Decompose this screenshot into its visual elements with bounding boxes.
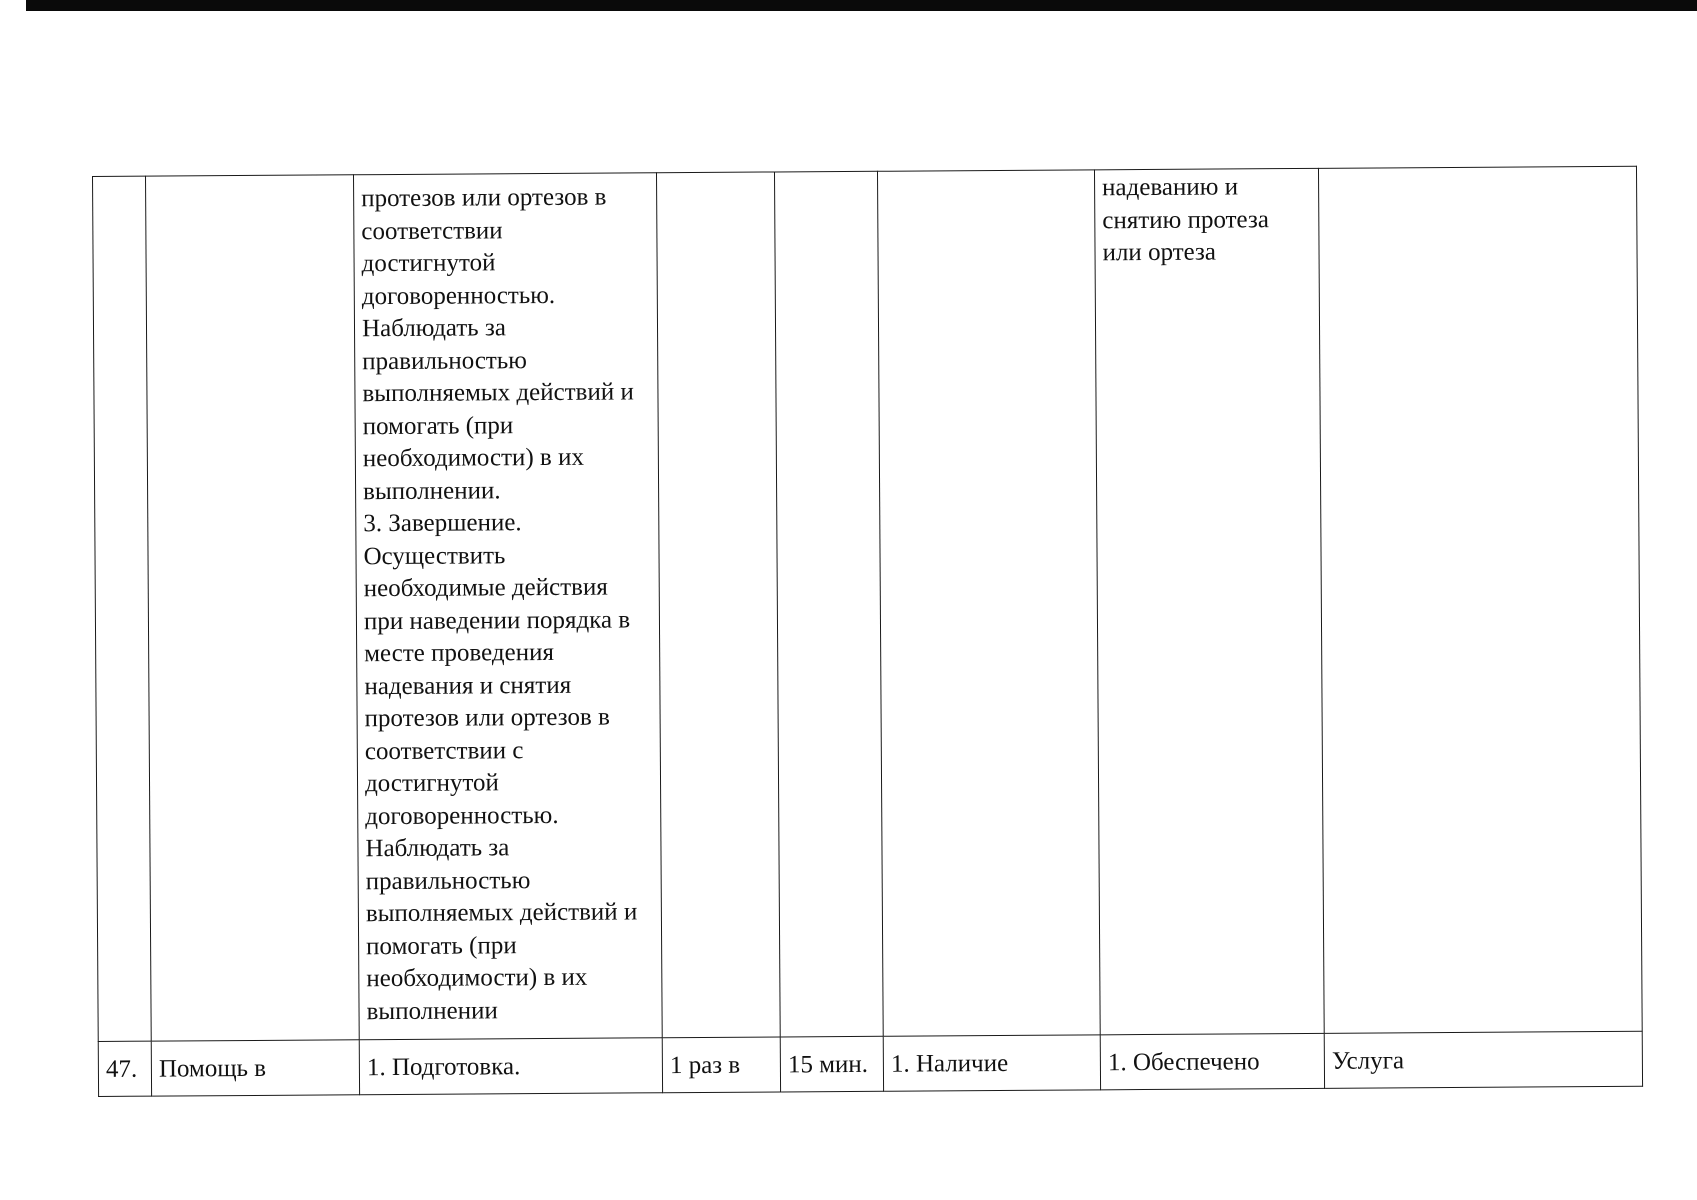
description-line: необходимые действия	[363, 573, 608, 603]
description-line: правильностью	[365, 866, 531, 895]
description-line: необходимости) в их	[366, 963, 588, 993]
result-line: надеванию и	[1102, 173, 1239, 202]
service-description: 1. Подготовка.	[359, 1038, 662, 1095]
description-line: протезов или ортезов в	[364, 703, 610, 733]
description-line: выполнении.	[363, 476, 501, 505]
service-duration: 15 мин.	[780, 1036, 883, 1092]
description-line: месте проведения	[364, 638, 555, 668]
description-line: выполняемых действий и	[362, 378, 634, 408]
table-row-47	[98, 1031, 1642, 1096]
description-line: Осуществить	[363, 541, 506, 570]
row-number: 47.	[98, 1041, 151, 1096]
description-line: договоренностью.	[361, 281, 556, 310]
description-line: соответствии	[361, 216, 503, 245]
description-line: выполняемых действий и	[365, 898, 638, 928]
description-line: Наблюдать за	[361, 314, 506, 343]
description-line: договоренностью.	[365, 801, 559, 830]
cell-description	[353, 173, 662, 1040]
description-line: помогать (при	[362, 411, 514, 440]
description-line: при наведении порядка в	[363, 605, 631, 635]
cell-conditions-empty	[877, 170, 1100, 1036]
description-line: правильностью	[362, 346, 527, 375]
description-line: надевания и снятия	[364, 671, 572, 700]
continuation-row	[93, 166, 1643, 1041]
service-name: Помощь в	[151, 1040, 359, 1096]
result-line: снятию протеза	[1102, 205, 1269, 234]
description-line: Наблюдать за	[365, 834, 510, 863]
services-table	[92, 166, 1643, 1097]
cell-duration-empty	[774, 171, 883, 1037]
description-line: протезов или ортезов в	[361, 183, 607, 213]
service-result: 1. Обеспечено	[1100, 1033, 1324, 1089]
description-line: 3. Завершение.	[363, 509, 522, 538]
service-conditions: 1. Наличие	[883, 1035, 1100, 1091]
result-line: или ортеза	[1102, 238, 1217, 267]
cell-frequency-empty	[656, 172, 780, 1038]
cell-result	[1094, 168, 1324, 1034]
service-frequency: 1 раз в	[662, 1037, 780, 1093]
document-page	[92, 166, 1642, 1101]
description-line: помогать (при	[366, 931, 517, 960]
scan-top-edge	[26, 0, 1697, 11]
description-line: соответствии с	[364, 736, 524, 765]
description-line: необходимости) в их	[362, 443, 584, 473]
description-line: выполнении	[366, 996, 498, 1025]
cell-number-empty	[93, 176, 152, 1041]
service-note: Услуга	[1324, 1031, 1642, 1088]
cell-service-name-empty	[146, 175, 360, 1041]
description-line: достигнутой	[364, 769, 499, 798]
cell-note-empty	[1318, 166, 1642, 1033]
description-line: достигнутой	[361, 249, 496, 278]
